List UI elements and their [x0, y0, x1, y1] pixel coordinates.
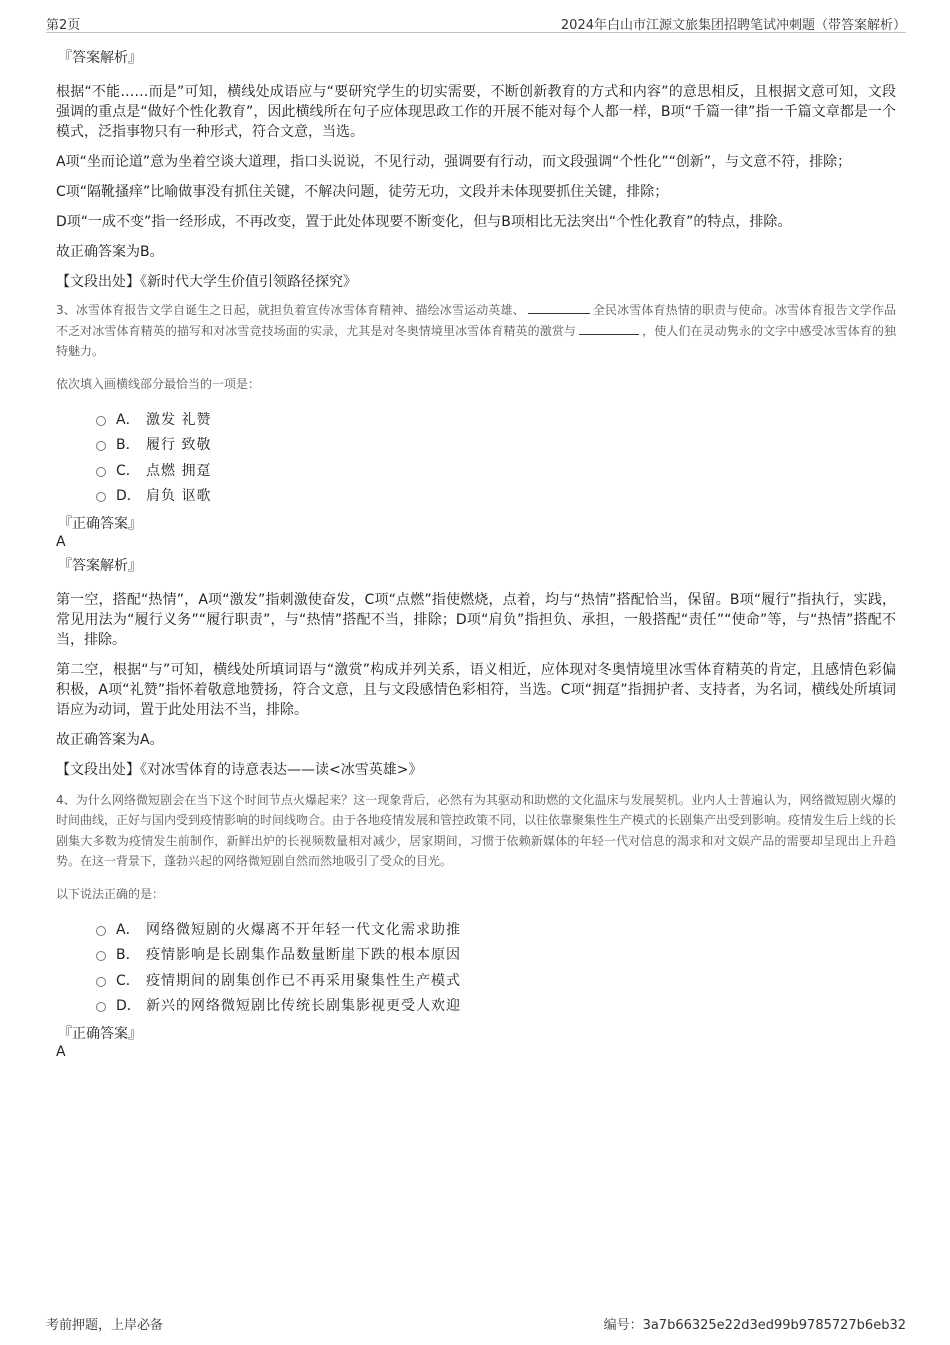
option-text: 疫情期间的剧集创作已不再采用聚集性生产模式 — [146, 972, 461, 989]
analysis-paragraph: 根据“不能……而是”可知，横线处成语应与“要研究学生的切实需要，不断创新教育的方式和内容”的意思相反，且根据文意可知，文段强调的重点是“做好个性化教育”，因此横线所在句子应体现思政工作的开展不能对每个人都一样，B项“千篇一律”指一千篇文章都是一个模式，泛指事物只有一种形式，符合文意，当选。 — [56, 84, 896, 140]
page-header — [46, 14, 906, 33]
analysis-paragraph: A项“坐而论道”意为坐着空谈大道理，指口头说说，不见行动，强调要有行动，而文段强调“个性化”“创新”，与文意不符，排除； — [56, 154, 852, 170]
option-text: 激发 礼赞 — [146, 411, 212, 428]
option-letter: D． — [116, 998, 141, 1014]
option-c[interactable] — [56, 969, 896, 995]
option-text: 履行 致敬 — [146, 437, 212, 453]
option-d[interactable] — [56, 994, 896, 1020]
option-b[interactable] — [56, 433, 896, 459]
fill-blank — [528, 301, 590, 314]
radio-button[interactable] — [96, 926, 106, 936]
document-code: 编号：3a7b66325e22d3ed99b9785727b6eb32 — [603, 1318, 906, 1333]
document-body — [56, 44, 896, 1062]
question-3-options — [56, 408, 896, 510]
option-a[interactable] — [56, 408, 896, 434]
question-3-text-part: 全民冰雪体育热情的职责与使命。冰雪体育报告文学作品不乏对冰雪体育精英的描写和对冰雪竞技场面的实录，尤其是对冬奥情境里冰雪体育精英的激赏与 — [56, 303, 896, 338]
radio-button[interactable] — [96, 977, 106, 987]
answer-heading: 『正确答案』 — [58, 515, 142, 532]
analysis-paragraph: 第一空，搭配“热情”，A项“激发”指刺激使奋发，C项“点燃”指使燃烧，点着，均与“热情”搭配恰当，保留。B项“履行”指执行，实践，常见用法为“履行义务”“履行职责”，与“热情”搭配不当，排除；D项“肩负”指担负、承担，一般搭配“责任”“使命”等，与“热情”搭配不当，排除。 — [56, 591, 896, 648]
conclusion: 故正确答案为A。 — [56, 731, 164, 748]
option-text: 新兴的网络微短剧比传统长剧集影视更受人欢迎 — [146, 998, 461, 1014]
analysis-paragraph: C项“隔靴搔痒”比喻做事没有抓住关键，不解决问题，徒劳无功，文段并未体现要抓住关键，排除； — [56, 184, 669, 200]
question-3-text-part: 3、冰雪体育报告文学自诞生之日起，就担负着宣传冰雪体育精神、描绘冰雪运动英雄、 — [56, 303, 525, 317]
option-text: 疫情影响是长剧集作品数量断崖下跌的根本原因 — [146, 947, 461, 963]
radio-button[interactable] — [96, 1002, 106, 1012]
option-letter: C． — [116, 462, 140, 479]
source-note: 【文段出处】《新时代大学生价值引领路径探究》 — [56, 274, 357, 290]
analysis-paragraph: D项“一成不变”指一经形成，不再改变，置于此处体现要不断变化，但与B项相比无法突出“个性化教育”的特点，排除。 — [56, 214, 792, 230]
source-note: 【文段出处】《对冰雪体育的诗意表达——读<冰雪英雄>》 — [56, 761, 423, 778]
radio-button[interactable] — [96, 951, 106, 961]
option-letter: B． — [116, 947, 140, 963]
answer-heading: 『正确答案』 — [58, 1025, 142, 1042]
option-a[interactable] — [56, 918, 896, 944]
option-letter: A． — [116, 921, 140, 938]
question-3-prompt: 依次填入画横线部分最恰当的一项是： — [56, 376, 261, 391]
fill-blank — [579, 322, 639, 335]
option-text: 肩负 讴歌 — [146, 488, 212, 504]
option-letter: B． — [116, 437, 140, 453]
question-4-text: 4、为什么网络微短剧会在当下这个时间节点火爆起来？这一现象背后，必然有为其驱动和助燃的文化温床与发展契机。业内人士普遍认为，网络微短剧火爆的时间曲线，正好与国内受到疫情影响的时间线吻合。由于各地疫情发展和管控政策不同，以往依靠聚集性生产模式的长剧集产出受到影响。疫情发生后上线的长剧集大多数为疫情发生前制作，新鲜出炉的长视频数量相对减少，居家期间，习惯于依赖新媒体的年轻一代对信息的渴求和对文娱产品的需要却呈现出上升趋势。在这一背景下，蓬勃兴起的网络微短剧自然而然地吸引了受众的目光。 — [56, 792, 897, 868]
correct-answer: A — [56, 1043, 66, 1060]
option-d[interactable] — [56, 484, 896, 510]
question-4-prompt: 以下说法正确的是： — [56, 886, 165, 901]
option-c[interactable] — [56, 459, 896, 485]
option-letter: D． — [116, 488, 141, 504]
question-3-text-part: ，使人们在灵动隽永的文字中感受冰雪体育的独特魅力。 — [56, 323, 896, 358]
footer-slogan: 考前押题，上岸必备 — [46, 1318, 164, 1333]
analysis-heading: 『答案解析』 — [58, 557, 142, 574]
radio-button[interactable] — [96, 441, 106, 451]
analysis-paragraph: 第二空，根据“与”可知，横线处所填词语与“激赏”构成并列关系，语义相近，应体现对冬奥情境里冰雪体育精英的肯定，且感情色彩偏积极，A项“礼赞”指怀着敬意地赞扬，符合文意，且与文段感情色彩相符，当选。C项“拥趸”指拥护者、支持者，为名词，横线处所填词语应为动词，置于此处用法不当，排除。 — [56, 661, 896, 718]
option-letter: C． — [116, 972, 140, 989]
option-b[interactable] — [56, 943, 896, 969]
question-4-options — [56, 918, 896, 1020]
question-3-text — [56, 300, 896, 362]
radio-button[interactable] — [96, 467, 106, 477]
correct-answer: A — [56, 533, 66, 550]
option-text: 点燃 拥趸 — [146, 462, 212, 479]
analysis-heading: 『答案解析』 — [58, 50, 142, 66]
page-footer — [46, 1314, 906, 1332]
option-letter: A． — [116, 411, 140, 428]
page-number: 第2页 — [46, 18, 81, 33]
conclusion: 故正确答案为B。 — [56, 244, 164, 260]
radio-button[interactable] — [96, 492, 106, 502]
document-title: 2024年白山市江源文旅集团招聘笔试冲刺题（带答案解析） — [560, 18, 906, 33]
option-text: 网络微短剧的火爆离不开年轻一代文化需求助推 — [146, 921, 461, 938]
radio-button[interactable] — [96, 416, 106, 426]
